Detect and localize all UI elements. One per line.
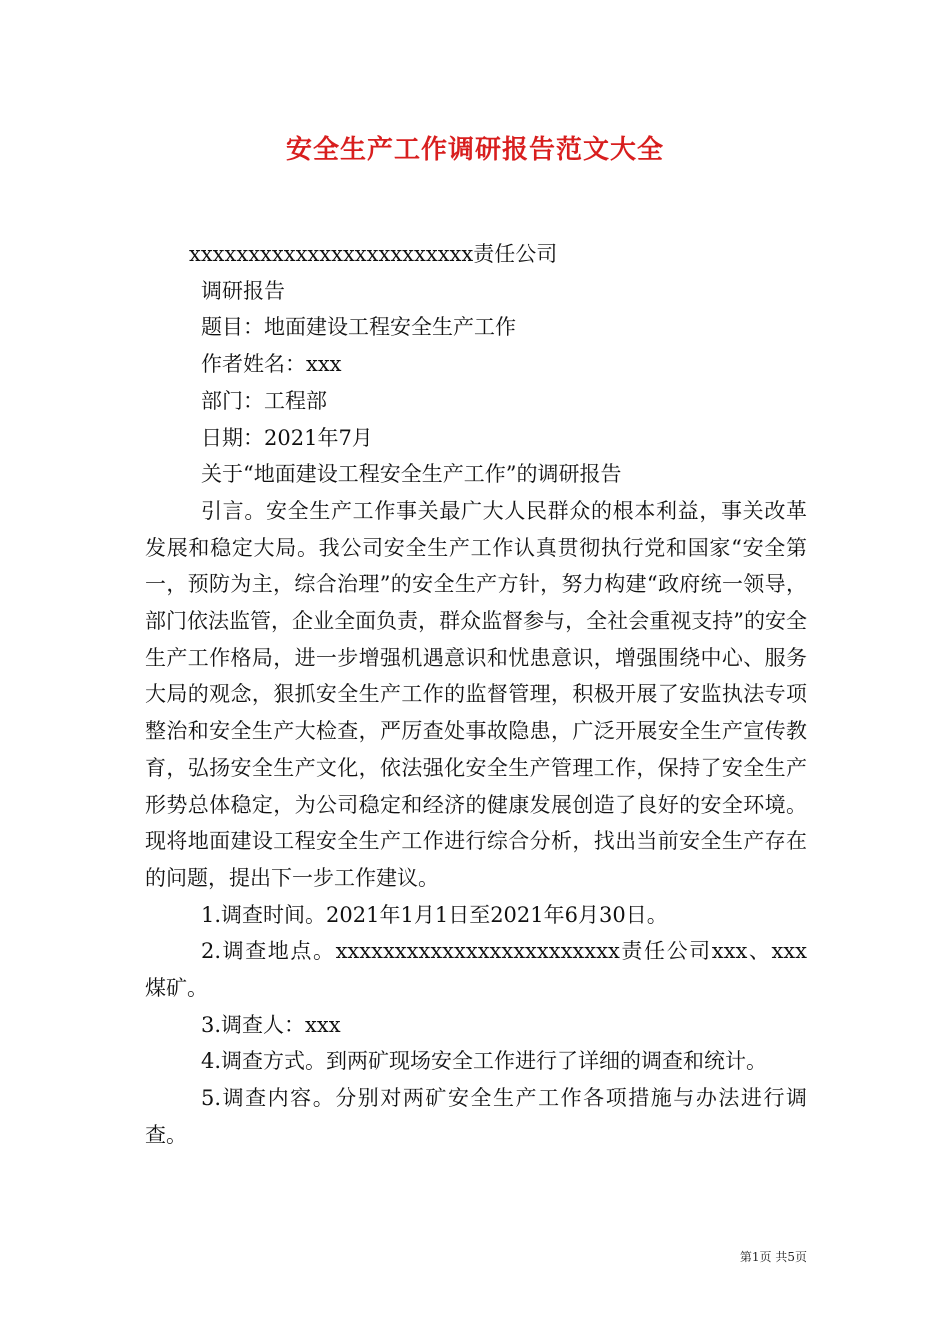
- page-number: 第1页 共5页: [739, 1250, 807, 1264]
- document-body: [145, 236, 807, 1154]
- document-title: 安全生产工作调研报告范文大全: [285, 135, 664, 165]
- report-department: 部门：工程部: [201, 388, 327, 413]
- report-heading: 关于“地面建设工程安全生产工作”的调研报告: [201, 462, 622, 487]
- item-survey-content: 5.调查内容。分别对两矿安全生产工作各项措施与办法进行调查。: [145, 1086, 807, 1147]
- item-surveyor: 3.调查人：xxx: [201, 1012, 341, 1037]
- report-label: 调研报告: [201, 278, 285, 303]
- report-date: 日期：2021年7月: [201, 425, 373, 450]
- item-survey-location: 2.调查地点。xxxxxxxxxxxxxxxxxxxxxxxx责任公司xxx、xxx煤矿。: [145, 939, 807, 1001]
- intro-paragraph: 引言。安全生产工作事关最广大人民群众的根本利益，事关改革发展和稳定大局。我公司安全生产工作认真贯彻执行党和国家“安全第一，预防为主，综合治理”的安全生产方针，努力构建“政府统一领导，部门依法监管，企业全面负责，群众监督参与，全社会重视支持”的安全生产工作格局，进一步增强机遇意识和忧患意识，增强围绕中心、服务大局的观念，狠抓安全生产工作的监督管理，积极开展了安监执法专项整治和安全生产大检查，严厉查处事故隐患，广泛开展安全生产宣传教育，弘扬安全生产文化，依法强化安全生产管理工作，保持了安全生产形势总体稳定，为公司稳定和经济的健康发展创造了良好的安全环境。现将地面建设工程安全生产工作进行综合分析，找出当前安全生产存在的问题，提出下一步工作建议。: [145, 498, 807, 890]
- item-survey-method: 4.调查方式。到两矿现场安全工作进行了详细的调查和统计。: [201, 1049, 768, 1074]
- report-subject: 题目：地面建设工程安全生产工作: [201, 315, 516, 340]
- company-line: xxxxxxxxxxxxxxxxxxxxxxxx责任公司: [189, 242, 558, 266]
- item-survey-time: 1.调查时间。2021年1月1日至2021年6月30日。: [201, 902, 668, 927]
- report-author: 作者姓名：xxx: [201, 352, 342, 377]
